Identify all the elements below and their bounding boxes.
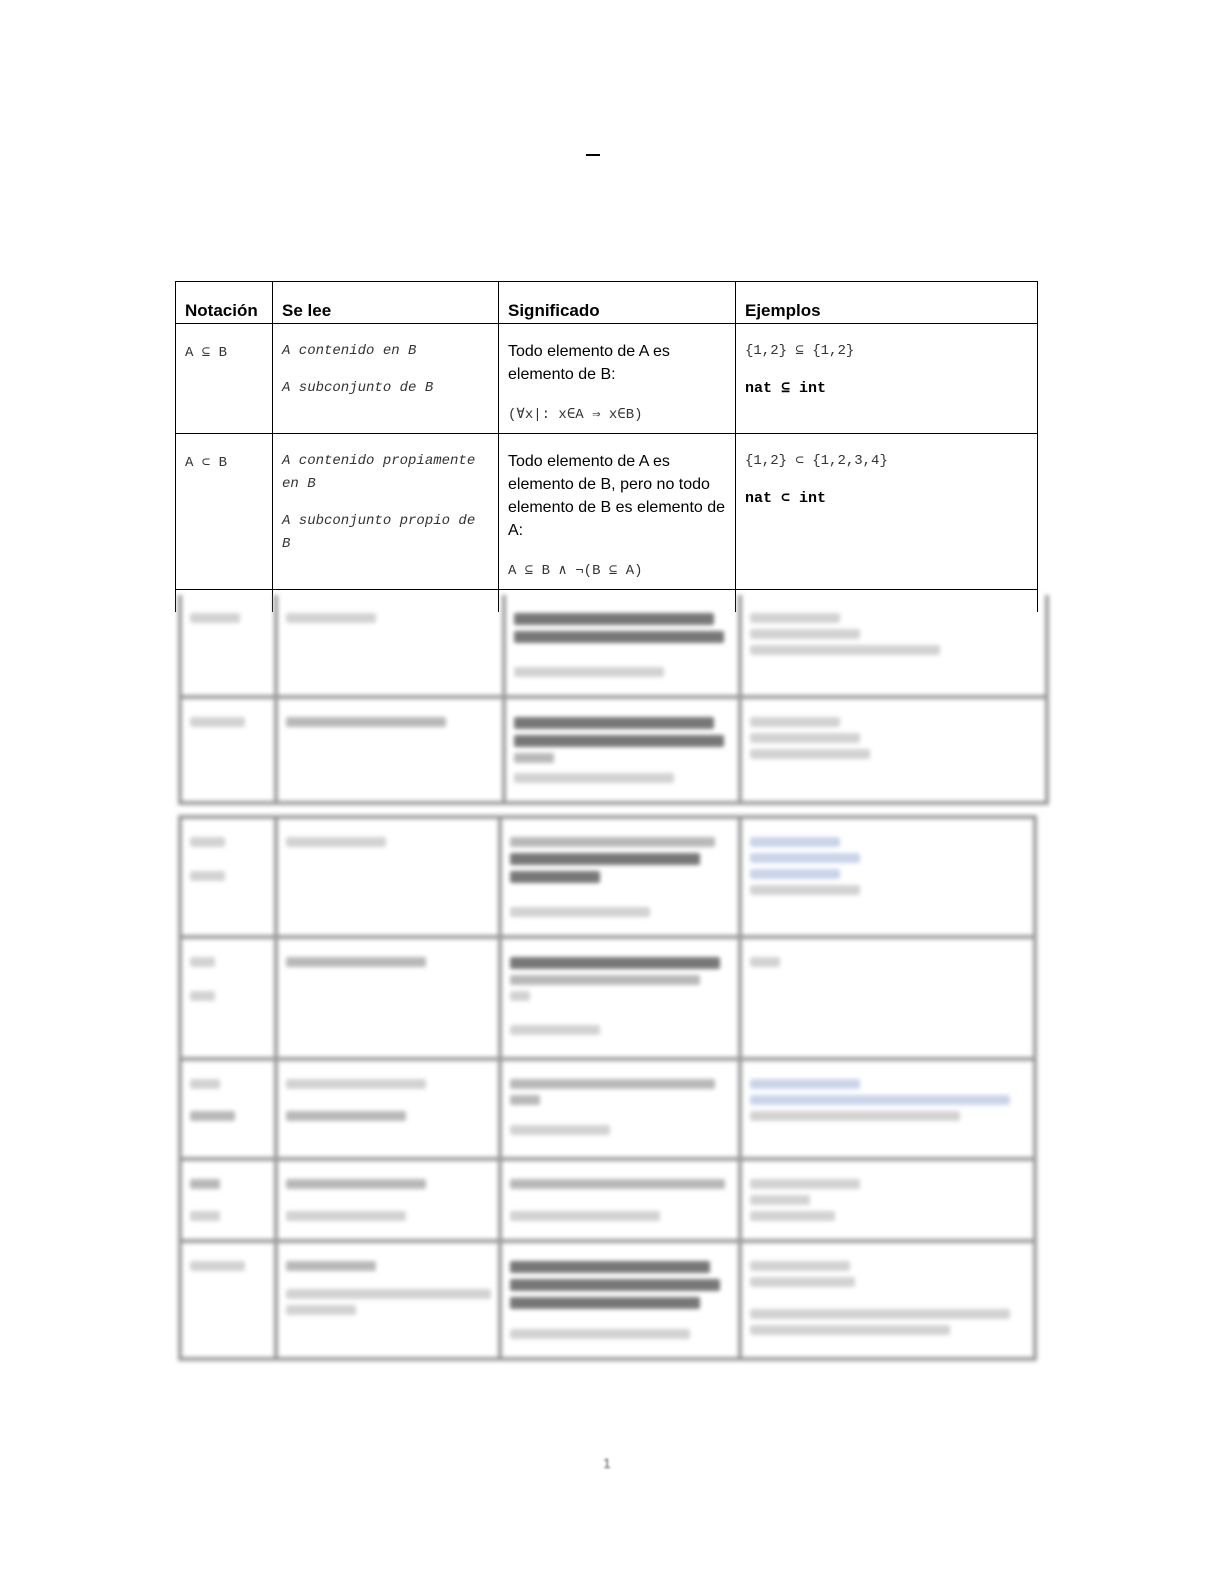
header-notacion: Notación (176, 282, 273, 324)
redacted-row (180, 595, 1047, 697)
meaning-formula: (∀x|: x∈A ⇒ x∈B) (508, 407, 643, 423)
meaning-cell (499, 324, 736, 434)
redacted-table (178, 595, 1049, 805)
read-as: A contenido en B (282, 343, 417, 359)
read-as: A contenido propiamente en B (282, 453, 476, 492)
redacted-row (180, 817, 1035, 937)
example: {1,2} ⊂ {1,2,3,4} (745, 453, 888, 469)
redacted-rows-block (178, 595, 1045, 805)
reads-cell (273, 434, 499, 590)
redacted-row (180, 937, 1035, 1059)
redacted-row (180, 1241, 1035, 1359)
top-dash (586, 154, 600, 156)
notation-cell (176, 324, 273, 434)
redacted-row (180, 1159, 1035, 1241)
meaning-formula: A ⊆ B ∧ ¬(B ⊆ A) (508, 563, 643, 579)
redacted-row (180, 697, 1047, 803)
table-row (176, 434, 1038, 590)
meaning-text: Todo elemento de A es elemento de B: (508, 343, 670, 383)
reads-cell (273, 324, 499, 434)
header-significado: Significado (499, 282, 736, 324)
redacted-rows-block (178, 815, 1033, 1361)
read-as: A subconjunto de B (282, 380, 434, 396)
notation: A ⊆ B (185, 345, 228, 361)
header-se-lee: Se lee (273, 282, 499, 324)
example: nat ⊆ int (745, 380, 827, 397)
meaning-text: Todo elemento de A es elemento de B, pero no todo elemento de B es elemento de A: (508, 453, 726, 539)
notation: A ⊂ B (185, 455, 228, 471)
table-row (176, 324, 1038, 434)
header-ejemplos: Ejemplos (736, 282, 1038, 324)
examples-cell (736, 324, 1038, 434)
meaning-cell (499, 434, 736, 590)
page-number: 1 (603, 1455, 611, 1471)
read-as: A subconjunto propio de B (282, 513, 476, 552)
table-header-row (176, 282, 1038, 324)
example: {1,2} ⊆ {1,2} (745, 343, 855, 359)
example: nat ⊂ int (745, 490, 827, 507)
set-notation-table (175, 281, 1038, 612)
notation-cell (176, 434, 273, 590)
examples-cell (736, 434, 1038, 590)
redacted-table (178, 815, 1037, 1361)
redacted-row (180, 1059, 1035, 1159)
